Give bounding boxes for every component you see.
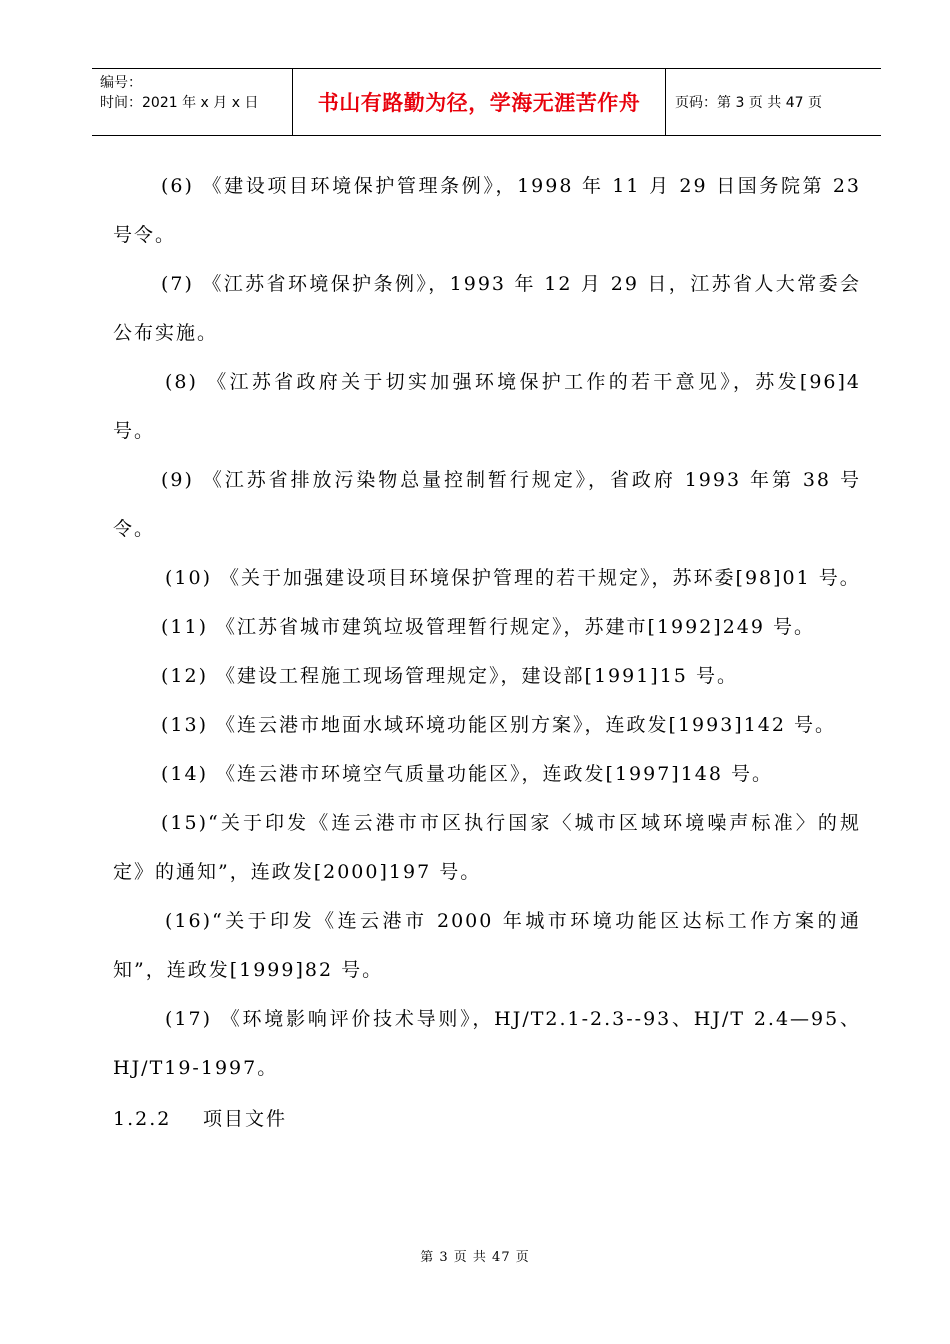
regulation-item-11: (11) 《江苏省城市建筑垃圾管理暂行规定》，苏建市[1992]249 号。 <box>161 616 816 638</box>
header-time-label: 时间：2021 年 x 月 x 日 <box>100 95 259 111</box>
regulation-item-9: (9) 《江苏省排放污染物总量控制暂行规定》，省政府 1993 年第 38 号令。 <box>113 469 861 540</box>
document-body <box>113 162 861 1144</box>
page-header <box>92 68 881 136</box>
regulation-item-14: (14) 《连云港市环境空气质量功能区》，连政发[1997]148 号。 <box>161 763 774 785</box>
regulation-item-17: (17) 《环境影响评价技术导则》，HJ/T2.1-2.3--93、HJ/T 2.4—95、HJ/T19-1997。 <box>113 1008 861 1079</box>
regulation-item-7: (7) 《江苏省环境保护条例》，1993 年 12 月 29 日，江苏省人大常委会公布实施。 <box>113 273 861 344</box>
section-number: 1.2.2 <box>113 1108 172 1130</box>
regulation-item-12: (12) 《建设工程施工现场管理规定》，建设部[1991]15 号。 <box>161 665 738 687</box>
regulation-item-10: (10) 《关于加强建设项目环境保护管理的若干规定》，苏环委[98]01 号。 <box>165 567 861 589</box>
header-motto: 书山有路勤为径，学海无涯苦作舟 <box>293 69 666 135</box>
section-heading <box>113 1095 861 1144</box>
header-meta <box>92 69 293 135</box>
section-title: 项目文件 <box>203 1108 288 1130</box>
regulation-item-16: (16)“关于印发《连云港市 2000 年城市环境功能区达标工作方案的通知”，连政发[1999]82 号。 <box>113 910 861 981</box>
regulation-item-13: (13) 《连云港市地面水域环境功能区别方案》，连政发[1993]142 号。 <box>161 714 837 736</box>
regulation-item-8: (8) 《江苏省政府关于切实加强环境保护工作的若干意见》，苏发[96]4 号。 <box>113 371 861 442</box>
header-page-label: 页码：第 3 页 共 47 页 <box>675 95 822 111</box>
regulation-item-15: (15)“关于印发《连云港市市区执行国家〈城市区域环境噪声标准〉的规定》的通知”，连政发[2000]197 号。 <box>113 812 861 883</box>
page-footer: 第 3 页 共 47 页 <box>420 1250 530 1265</box>
header-code-label: 编号： <box>100 75 142 91</box>
regulation-item-6: (6) 《建设项目环境保护管理条例》，1998 年 11 月 29 日国务院第 23 号令。 <box>113 175 861 246</box>
